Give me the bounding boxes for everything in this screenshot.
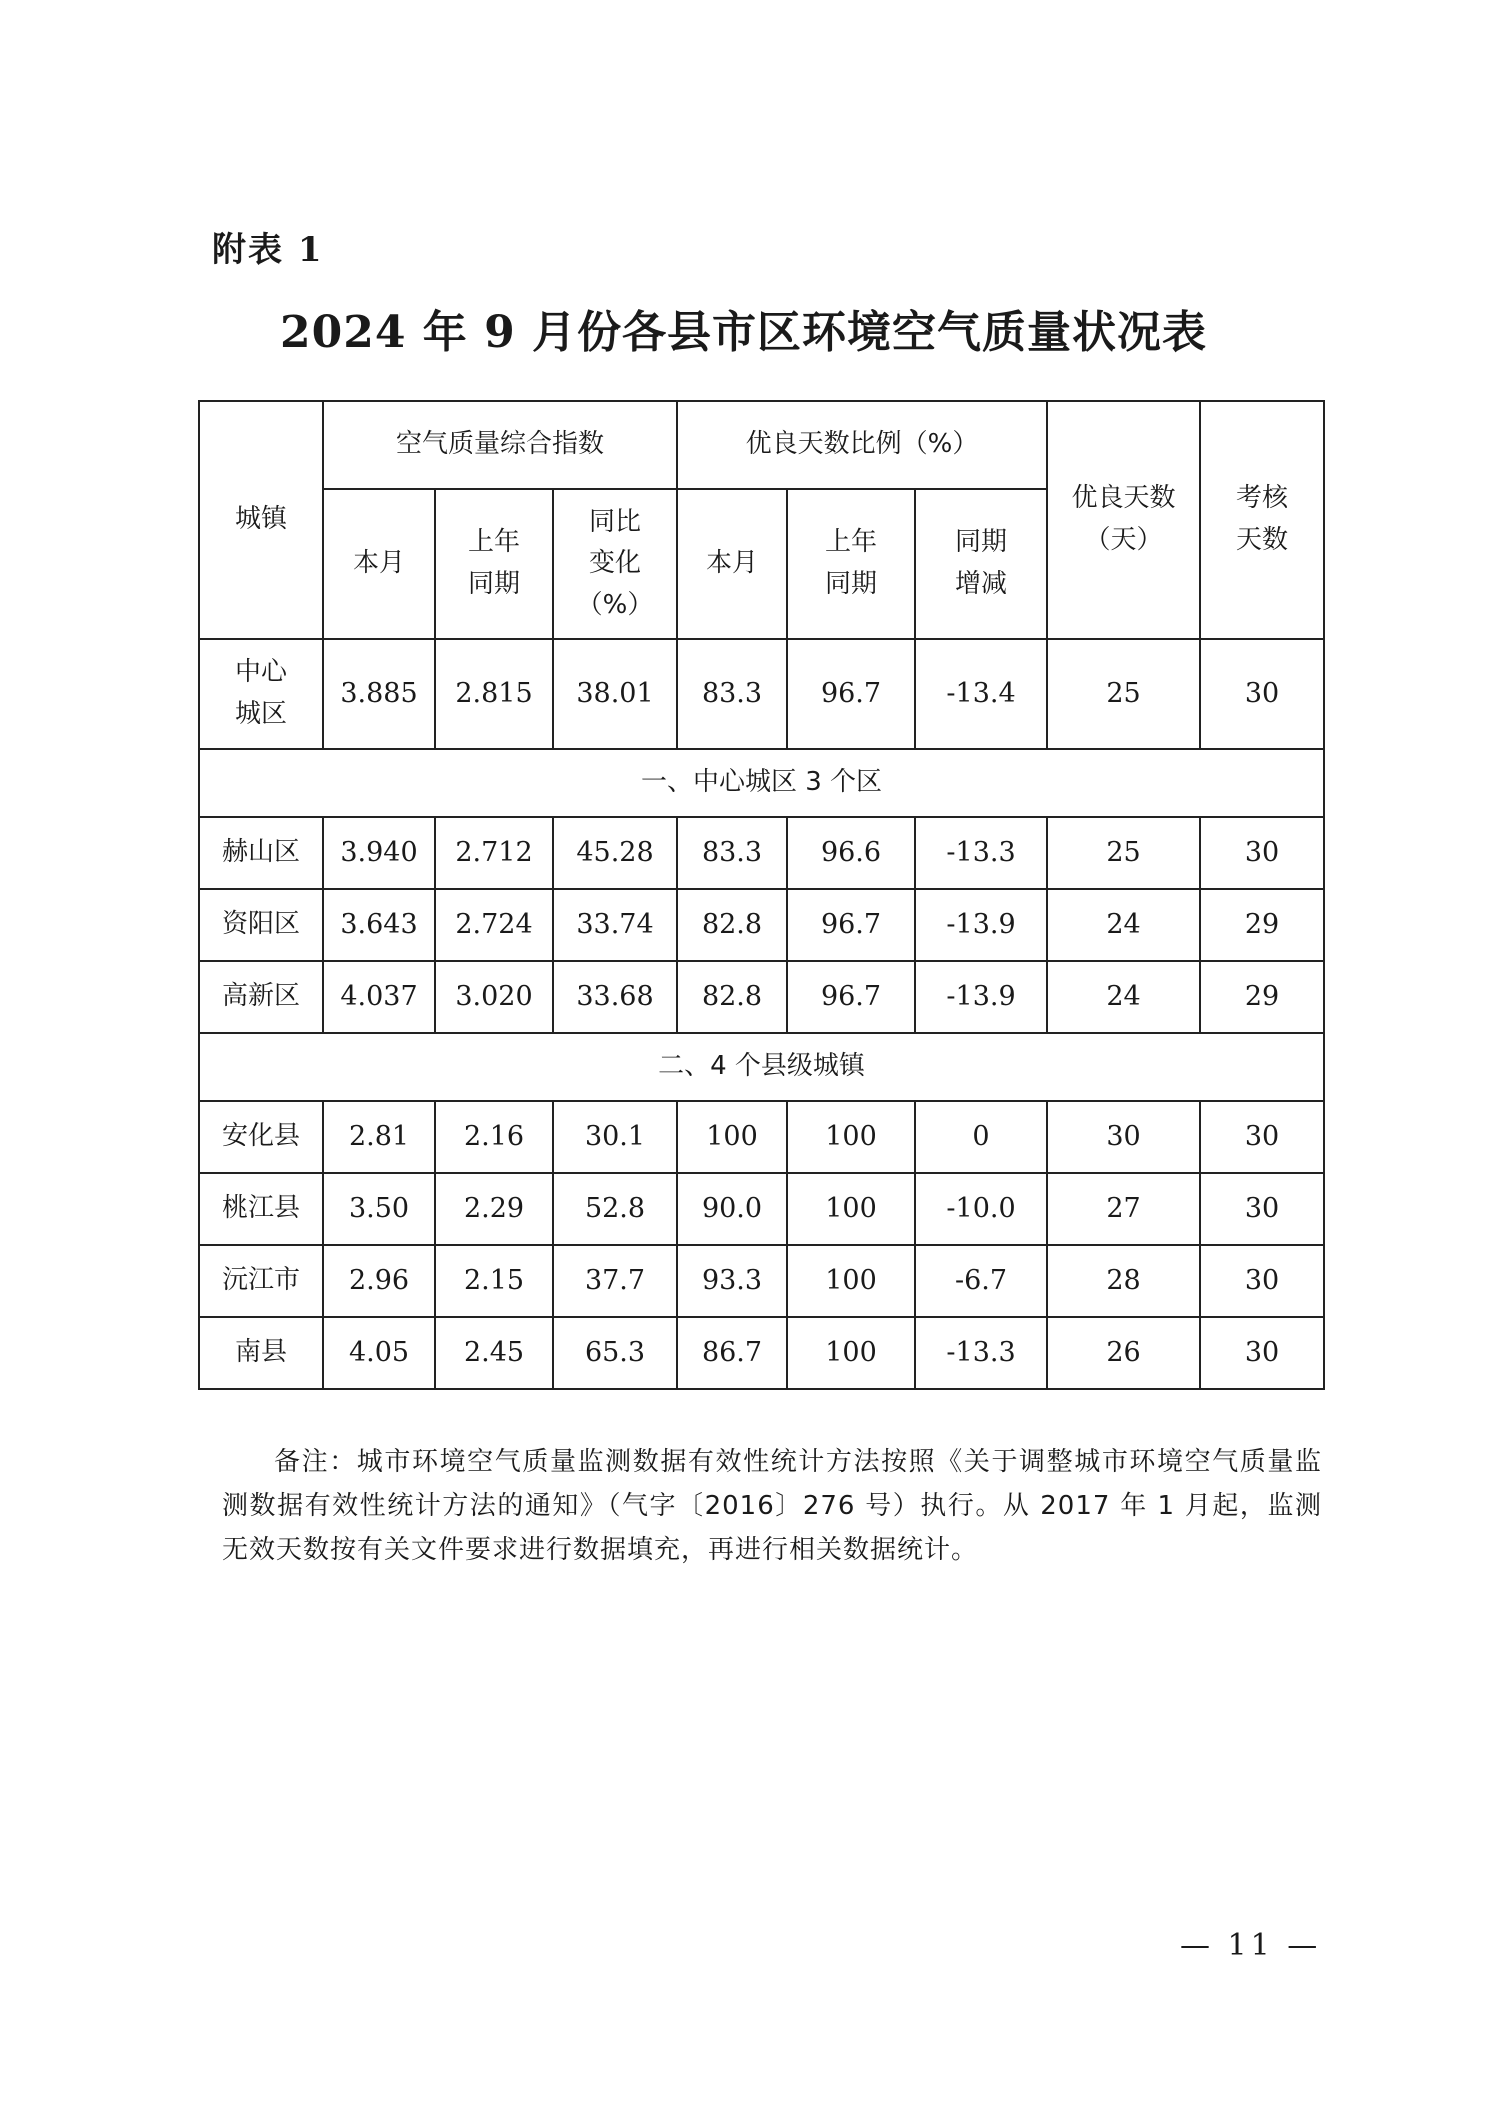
- header-aqi-group: 空气质量综合指数: [323, 401, 677, 489]
- table-cell: -6.7: [915, 1245, 1047, 1317]
- table-cell: 30: [1200, 1173, 1324, 1245]
- page-number: — 11 —: [1180, 1928, 1322, 1963]
- header-city: 城镇: [199, 401, 323, 639]
- table-cell: 83.3: [677, 639, 787, 749]
- section-title: 一、中心城区 3 个区: [199, 749, 1324, 817]
- table-cell: 29: [1200, 961, 1324, 1033]
- table-cell: 30: [1200, 1101, 1324, 1173]
- table-body: [199, 639, 1324, 1389]
- table-cell: 2.45: [435, 1317, 553, 1389]
- header-assess-days: 考核 天数: [1200, 401, 1324, 639]
- header-ratio-this-month: 本月: [677, 489, 787, 639]
- table-cell: 82.8: [677, 889, 787, 961]
- table-cell: 45.28: [553, 817, 677, 889]
- table-cell: -13.9: [915, 961, 1047, 1033]
- table-cell: 3.50: [323, 1173, 435, 1245]
- table-cell: 3.643: [323, 889, 435, 961]
- city-name-cell: 沅江市: [199, 1245, 323, 1317]
- city-name-cell: 赫山区: [199, 817, 323, 889]
- table-cell: 2.96: [323, 1245, 435, 1317]
- table-cell: 26: [1047, 1317, 1200, 1389]
- table-cell: 3.885: [323, 639, 435, 749]
- table-cell: 25: [1047, 817, 1200, 889]
- header-good-days: 优良天数 （天）: [1047, 401, 1200, 639]
- table-row: [199, 889, 1324, 961]
- table-cell: -13.3: [915, 1317, 1047, 1389]
- table-cell: 86.7: [677, 1317, 787, 1389]
- table-cell: 2.724: [435, 889, 553, 961]
- section-title: 二、4 个县级城镇: [199, 1033, 1324, 1101]
- table-cell: 2.815: [435, 639, 553, 749]
- table-row: [199, 1101, 1324, 1173]
- table-cell: 30.1: [553, 1101, 677, 1173]
- table-row: [199, 1173, 1324, 1245]
- header-ratio-change: 同期 增减: [915, 489, 1047, 639]
- table-cell: 96.7: [787, 961, 915, 1033]
- section-row: [199, 1033, 1324, 1101]
- table-cell: 2.16: [435, 1101, 553, 1173]
- table-cell: 2.15: [435, 1245, 553, 1317]
- header-good-ratio-group: 优良天数比例（%）: [677, 401, 1047, 489]
- table-row: [199, 817, 1324, 889]
- table-cell: 52.8: [553, 1173, 677, 1245]
- table-cell: 82.8: [677, 961, 787, 1033]
- table-cell: 30: [1200, 817, 1324, 889]
- table-cell: 90.0: [677, 1173, 787, 1245]
- section-row: [199, 749, 1324, 817]
- table-cell: 3.020: [435, 961, 553, 1033]
- air-quality-table: [198, 400, 1325, 1390]
- table-cell: 33.68: [553, 961, 677, 1033]
- table-cell: 100: [677, 1101, 787, 1173]
- table-cell: 2.712: [435, 817, 553, 889]
- table-cell: 28: [1047, 1245, 1200, 1317]
- city-name-cell: 资阳区: [199, 889, 323, 961]
- table-cell: 2.29: [435, 1173, 553, 1245]
- city-name-cell: 南县: [199, 1317, 323, 1389]
- footnote: 备注：城市环境空气质量监测数据有效性统计方法按照《关于调整城市环境空气质量监测数据有效性统计方法的通知》（气字〔2016〕276 号）执行。从 2017 年 1 月起，监测无效天数按有关文件要求进行数据填充，再进行相关数据统计。: [222, 1447, 1322, 1565]
- appendix-label: 附表 1: [212, 230, 324, 270]
- header-ratio-last-year: 上年 同期: [787, 489, 915, 639]
- table-cell: 25: [1047, 639, 1200, 749]
- table-cell: -10.0: [915, 1173, 1047, 1245]
- header-aqi-change: 同比 变化 （%）: [553, 489, 677, 639]
- table-row: [199, 639, 1324, 749]
- table-cell: 37.7: [553, 1245, 677, 1317]
- city-name-cell: 安化县: [199, 1101, 323, 1173]
- table-cell: -13.9: [915, 889, 1047, 961]
- table-cell: 100: [787, 1173, 915, 1245]
- table-cell: 100: [787, 1101, 915, 1173]
- table-cell: 2.81: [323, 1101, 435, 1173]
- table-cell: -13.4: [915, 639, 1047, 749]
- table-cell: 0: [915, 1101, 1047, 1173]
- header-aqi-last-year: 上年 同期: [435, 489, 553, 639]
- table-cell: 30: [1200, 639, 1324, 749]
- table-cell: 30: [1200, 1245, 1324, 1317]
- table-cell: 30: [1200, 1317, 1324, 1389]
- table-cell: 93.3: [677, 1245, 787, 1317]
- city-name-cell: 桃江县: [199, 1173, 323, 1245]
- table-row: [199, 961, 1324, 1033]
- table-row: [199, 1245, 1324, 1317]
- city-name-cell: 高新区: [199, 961, 323, 1033]
- table-row: [199, 1317, 1324, 1389]
- table-cell: 27: [1047, 1173, 1200, 1245]
- table-cell: 100: [787, 1317, 915, 1389]
- table-cell: 4.05: [323, 1317, 435, 1389]
- table-cell: 30: [1047, 1101, 1200, 1173]
- table-cell: 24: [1047, 961, 1200, 1033]
- table-cell: 38.01: [553, 639, 677, 749]
- table-cell: -13.3: [915, 817, 1047, 889]
- table-cell: 33.74: [553, 889, 677, 961]
- document-title: 2024 年 9 月份各县市区环境空气质量状况表: [279, 307, 1208, 358]
- table-cell: 96.7: [787, 889, 915, 961]
- city-name-cell: 中心 城区: [199, 639, 323, 749]
- table-cell: 100: [787, 1245, 915, 1317]
- table-cell: 65.3: [553, 1317, 677, 1389]
- table-cell: 96.7: [787, 639, 915, 749]
- header-aqi-this-month: 本月: [323, 489, 435, 639]
- table-cell: 3.940: [323, 817, 435, 889]
- table-cell: 83.3: [677, 817, 787, 889]
- table-cell: 24: [1047, 889, 1200, 961]
- table-cell: 96.6: [787, 817, 915, 889]
- table-cell: 29: [1200, 889, 1324, 961]
- table-cell: 4.037: [323, 961, 435, 1033]
